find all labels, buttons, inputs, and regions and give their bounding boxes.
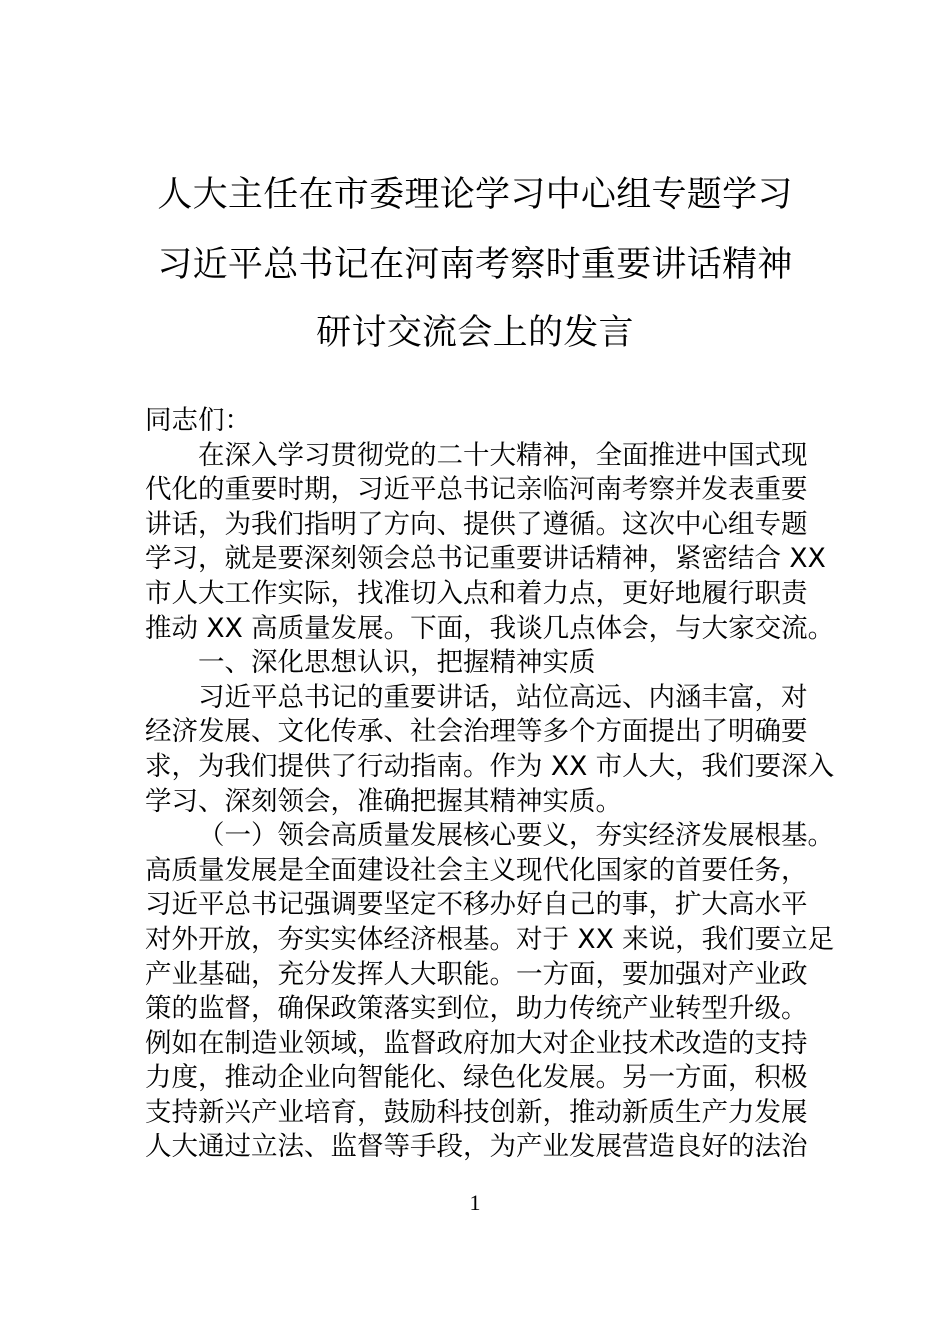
text-line: 学习、深刻领会，准确把握其精神实质。: [145, 785, 622, 817]
text-line: 产业基础，充分发挥人大职能。一方面，要加强对产业政: [145, 958, 808, 990]
text-line: 学习，就是要深刻领会总书记重要讲话精神，紧密结合 XX: [145, 543, 826, 575]
text-line: 支持新兴产业培育，鼓励科技创新，推动新质生产力发展: [145, 1096, 808, 1128]
text-line: 经济发展、文化传承、社会治理等多个方面提出了明确要: [145, 716, 808, 748]
text-line: 推动 XX 高质量发展。下面，我谈几点体会，与大家交流。: [145, 612, 835, 644]
text-line: 习近平总书记的重要讲话，站位高远、内涵丰富，对: [198, 681, 808, 713]
text-line: 高质量发展是全面建设社会主义现代化国家的首要任务，: [145, 854, 808, 886]
title-line-3: 研讨交流会上的发言: [316, 313, 634, 353]
title-line-2: 习近平总书记在河南考察时重要讲话精神: [157, 245, 793, 285]
title-line-1: 人大主任在市委理论学习中心组专题学习: [157, 175, 793, 215]
text-line: 策的监督，确保政策落实到位，助力传统产业转型升级。: [145, 993, 808, 1025]
text-line: 对外开放，夯实实体经济根基。对于 XX 来说，我们要立足: [145, 923, 835, 955]
text-line: 同志们：: [145, 405, 251, 436]
document-body: [145, 404, 835, 1165]
text-line: 例如在制造业领域，监督政府加大对企业技术改造的支持: [145, 1027, 808, 1059]
text-line: 代化的重要时期，习近平总书记亲临河南考察并发表重要: [145, 474, 808, 506]
text-line: 市人大工作实际，找准切入点和着力点，更好地履行职责: [145, 577, 808, 609]
text-line: 在深入学习贯彻党的二十大精神，全面推进中国式现: [198, 439, 808, 471]
text-line: 求，为我们提供了行动指南。作为 XX 市人大，我们要深入: [145, 750, 835, 782]
text-line: 人大通过立法、监督等手段，为产业发展营造良好的法治: [145, 1131, 808, 1163]
text-line: （一）领会高质量发展核心要义，夯实经济发展根基。: [198, 820, 834, 852]
text-line: 一、深化思想认识，把握精神实质: [198, 647, 596, 679]
text-line: 力度，推动企业向智能化、绿色化发展。另一方面，积极: [145, 1062, 808, 1094]
page-number: 1: [469, 1190, 481, 1215]
text-line: 习近平总书记强调要坚定不移办好自己的事，扩大高水平: [145, 889, 808, 921]
text-line: 讲话，为我们指明了方向、提供了遵循。这次中心组专题: [145, 508, 808, 540]
